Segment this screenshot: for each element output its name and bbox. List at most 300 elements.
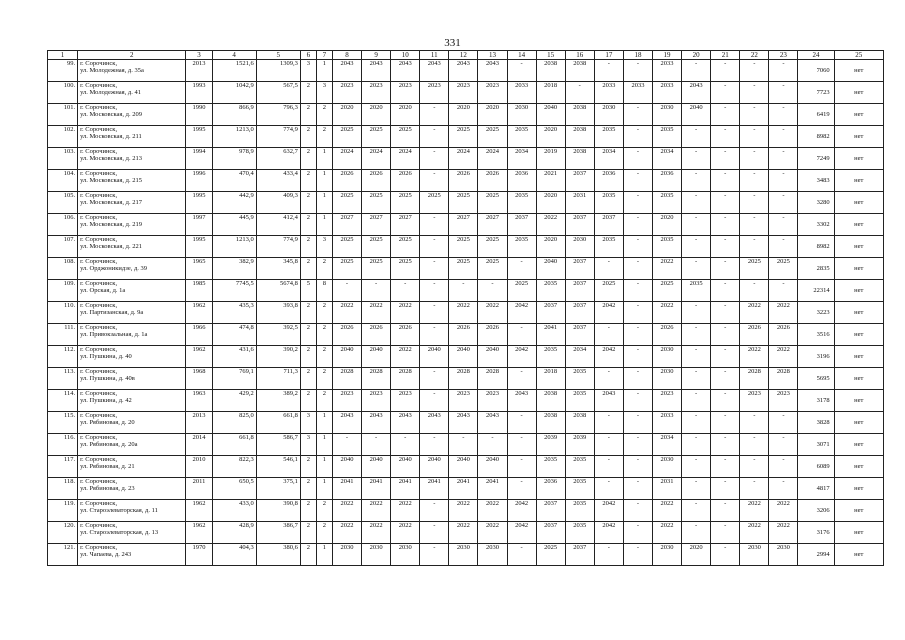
cell-col-10: 2028: [391, 368, 420, 390]
column-header-20: 20: [682, 51, 711, 60]
cell-col-7: 2: [316, 346, 332, 368]
cell-col-6: 2: [300, 104, 316, 126]
cell-col-7: 1: [316, 60, 332, 82]
cell-col-20: -: [682, 126, 711, 148]
row-number: 102.: [48, 126, 78, 148]
cell-col-17: 2034: [594, 148, 623, 170]
cell-col-15: 2038: [536, 412, 565, 434]
cell-col-4: 769,1: [212, 368, 256, 390]
cell-col-21: -: [711, 236, 740, 258]
cell-col-7: 3: [316, 236, 332, 258]
cell-col-9: 2028: [362, 368, 391, 390]
cell-col-4: 661,8: [212, 434, 256, 456]
cell-col-6: 2: [300, 214, 316, 236]
cell-col-19: 2030: [652, 346, 681, 368]
cell-col-3: 1962: [186, 346, 212, 368]
cell-col-4: 382,9: [212, 258, 256, 280]
cell-col-4: 825,0: [212, 412, 256, 434]
cell-col-4: 650,5: [212, 478, 256, 500]
cell-col-3: 1993: [186, 82, 212, 104]
cell-col-19: 2035: [652, 192, 681, 214]
cell-col-6: 2: [300, 478, 316, 500]
address-cell: [78, 148, 186, 170]
table-row: [48, 148, 884, 170]
address-city: г. Сорочинск,: [80, 302, 118, 309]
cell-col-16: 2038: [565, 60, 594, 82]
cell-col-3: 1985: [186, 280, 212, 302]
cell-col-22: -: [740, 236, 769, 258]
cell-col-13: 2022: [478, 522, 507, 544]
cell-col-19: 2033: [652, 60, 681, 82]
cell-col-5: 390,2: [256, 346, 300, 368]
cell-col-7: 2: [316, 522, 332, 544]
cell-col-16: 2035: [565, 522, 594, 544]
address-street: ул. Московская, д. 219: [80, 221, 142, 228]
cell-col-25: нет: [834, 170, 883, 192]
cell-col-19: 2022: [652, 522, 681, 544]
cell-col-11: 2041: [420, 478, 449, 500]
address-city: г. Сорочинск,: [80, 148, 118, 155]
row-number: 107.: [48, 236, 78, 258]
cell-col-4: 431,6: [212, 346, 256, 368]
cell-col-14: 2035: [507, 126, 536, 148]
cell-col-24: 3280: [798, 192, 834, 214]
cell-col-19: 2033: [652, 82, 681, 104]
cell-col-20: -: [682, 500, 711, 522]
cell-col-12: 2026: [449, 324, 478, 346]
cell-col-25: нет: [834, 346, 883, 368]
cell-col-8: 2028: [332, 368, 361, 390]
address-city: г. Сорочинск,: [80, 500, 118, 507]
table-row: [48, 368, 884, 390]
cell-col-3: 1962: [186, 522, 212, 544]
cell-col-9: 2022: [362, 302, 391, 324]
cell-col-13: 2025: [478, 258, 507, 280]
column-header-4: 4: [212, 51, 256, 60]
cell-col-18: -: [623, 368, 652, 390]
cell-col-18: -: [623, 390, 652, 412]
cell-col-22: -: [740, 434, 769, 456]
cell-col-12: 2023: [449, 82, 478, 104]
cell-col-21: -: [711, 368, 740, 390]
cell-col-23: -: [769, 170, 798, 192]
cell-col-11: -: [420, 258, 449, 280]
cell-col-24: 7060: [798, 60, 834, 82]
cell-col-7: 1: [316, 434, 332, 456]
cell-col-19: 2031: [652, 478, 681, 500]
cell-col-17: -: [594, 368, 623, 390]
column-header-22: 22: [740, 51, 769, 60]
table-row: [48, 456, 884, 478]
cell-col-7: 2: [316, 390, 332, 412]
table-row: [48, 170, 884, 192]
cell-col-23: -: [769, 82, 798, 104]
table-row: [48, 60, 884, 82]
cell-col-7: 2: [316, 258, 332, 280]
cell-col-19: 2036: [652, 170, 681, 192]
cell-col-16: 2037: [565, 170, 594, 192]
cell-col-5: 412,4: [256, 214, 300, 236]
cell-col-5: 409,3: [256, 192, 300, 214]
cell-col-10: 2025: [391, 236, 420, 258]
cell-col-25: нет: [834, 478, 883, 500]
table-row: [48, 104, 884, 126]
cell-col-17: -: [594, 544, 623, 566]
cell-col-14: -: [507, 478, 536, 500]
cell-col-4: 435,3: [212, 302, 256, 324]
cell-col-22: -: [740, 478, 769, 500]
cell-col-8: 2020: [332, 104, 361, 126]
cell-col-20: -: [682, 60, 711, 82]
cell-col-25: нет: [834, 258, 883, 280]
cell-col-17: 2025: [594, 280, 623, 302]
row-number: 101.: [48, 104, 78, 126]
cell-col-22: -: [740, 60, 769, 82]
column-header-10: 10: [391, 51, 420, 60]
address-street: ул. Орская, д. 1а: [80, 287, 126, 294]
cell-col-14: 2043: [507, 390, 536, 412]
column-header-5: 5: [256, 51, 300, 60]
cell-col-10: 2030: [391, 544, 420, 566]
cell-col-12: 2025: [449, 192, 478, 214]
cell-col-19: 2035: [652, 236, 681, 258]
cell-col-25: нет: [834, 434, 883, 456]
cell-col-16: 2038: [565, 104, 594, 126]
cell-col-25: нет: [834, 214, 883, 236]
column-header-2: 2: [78, 51, 186, 60]
table-row: [48, 214, 884, 236]
cell-col-7: 8: [316, 280, 332, 302]
cell-col-11: -: [420, 368, 449, 390]
cell-col-14: -: [507, 60, 536, 82]
cell-col-21: -: [711, 60, 740, 82]
cell-col-16: 2035: [565, 456, 594, 478]
cell-col-18: -: [623, 500, 652, 522]
cell-col-13: 2022: [478, 302, 507, 324]
cell-col-25: нет: [834, 60, 883, 82]
cell-col-11: 2023: [420, 82, 449, 104]
cell-col-17: 2037: [594, 214, 623, 236]
address-cell: [78, 126, 186, 148]
cell-col-5: 632,7: [256, 148, 300, 170]
address-street: ул. Пушкина, д. 40: [80, 353, 132, 360]
cell-col-8: 2023: [332, 390, 361, 412]
column-header-25: 25: [834, 51, 883, 60]
cell-col-16: 2038: [565, 412, 594, 434]
address-cell: [78, 302, 186, 324]
address-street: ул. Староэлеваторская, д. 11: [80, 507, 158, 514]
cell-col-4: 474,8: [212, 324, 256, 346]
address-street: ул. Московская, д. 221: [80, 243, 142, 250]
cell-col-3: 1995: [186, 192, 212, 214]
cell-col-7: 1: [316, 544, 332, 566]
cell-col-8: 2024: [332, 148, 361, 170]
cell-col-15: 2039: [536, 434, 565, 456]
cell-col-13: 2027: [478, 214, 507, 236]
address-cell: [78, 60, 186, 82]
cell-col-3: 1995: [186, 236, 212, 258]
address-cell: [78, 368, 186, 390]
cell-col-14: -: [507, 544, 536, 566]
row-number: 99.: [48, 60, 78, 82]
cell-col-25: нет: [834, 390, 883, 412]
cell-col-12: 2025: [449, 236, 478, 258]
cell-col-22: 2022: [740, 500, 769, 522]
cell-col-21: -: [711, 302, 740, 324]
cell-col-9: -: [362, 434, 391, 456]
cell-col-22: 2026: [740, 324, 769, 346]
cell-col-15: 2038: [536, 390, 565, 412]
cell-col-13: -: [478, 280, 507, 302]
cell-col-9: 2025: [362, 236, 391, 258]
cell-col-9: 2026: [362, 170, 391, 192]
cell-col-22: -: [740, 280, 769, 302]
cell-col-5: 711,3: [256, 368, 300, 390]
cell-col-10: 2022: [391, 522, 420, 544]
cell-col-25: нет: [834, 500, 883, 522]
cell-col-24: 8982: [798, 126, 834, 148]
cell-col-3: 1966: [186, 324, 212, 346]
cell-col-11: 2040: [420, 346, 449, 368]
cell-col-17: 2036: [594, 170, 623, 192]
cell-col-6: 2: [300, 82, 316, 104]
cell-col-6: 2: [300, 302, 316, 324]
cell-col-8: 2026: [332, 170, 361, 192]
cell-col-24: 2835: [798, 258, 834, 280]
cell-col-9: 2022: [362, 500, 391, 522]
cell-col-13: 2025: [478, 236, 507, 258]
cell-col-11: -: [420, 522, 449, 544]
cell-col-18: -: [623, 456, 652, 478]
cell-col-23: -: [769, 126, 798, 148]
cell-col-23: 2022: [769, 522, 798, 544]
cell-col-4: 404,3: [212, 544, 256, 566]
cell-col-7: 1: [316, 456, 332, 478]
cell-col-14: 2033: [507, 82, 536, 104]
column-header-7: 7: [316, 51, 332, 60]
cell-col-22: -: [740, 126, 769, 148]
cell-col-4: 978,9: [212, 148, 256, 170]
cell-col-3: 1996: [186, 170, 212, 192]
cell-col-7: 2: [316, 368, 332, 390]
cell-col-18: -: [623, 60, 652, 82]
cell-col-5: 390,8: [256, 500, 300, 522]
cell-col-11: -: [420, 324, 449, 346]
cell-col-10: 2022: [391, 500, 420, 522]
address-street: ул. Чапаева, д. 243: [80, 551, 132, 558]
cell-col-20: -: [682, 236, 711, 258]
row-number: 106.: [48, 214, 78, 236]
cell-col-4: 428,9: [212, 522, 256, 544]
cell-col-22: -: [740, 192, 769, 214]
row-number: 103.: [48, 148, 78, 170]
row-number: 119.: [48, 500, 78, 522]
table-row: [48, 302, 884, 324]
cell-col-4: 7745,5: [212, 280, 256, 302]
cell-col-19: 2030: [652, 544, 681, 566]
cell-col-11: -: [420, 390, 449, 412]
cell-col-17: 2042: [594, 522, 623, 544]
cell-col-3: 2013: [186, 412, 212, 434]
cell-col-25: нет: [834, 148, 883, 170]
cell-col-15: 2019: [536, 148, 565, 170]
cell-col-11: -: [420, 236, 449, 258]
address-city: г. Сорочинск,: [80, 390, 118, 397]
cell-col-6: 2: [300, 126, 316, 148]
cell-col-23: -: [769, 104, 798, 126]
cell-col-7: 2: [316, 324, 332, 346]
cell-col-11: 2040: [420, 456, 449, 478]
cell-col-9: 2027: [362, 214, 391, 236]
column-header-9: 9: [362, 51, 391, 60]
table-row: [48, 236, 884, 258]
cell-col-4: 1521,6: [212, 60, 256, 82]
cell-col-16: 2038: [565, 126, 594, 148]
cell-col-6: 2: [300, 258, 316, 280]
cell-col-5: 796,3: [256, 104, 300, 126]
cell-col-14: 2034: [507, 148, 536, 170]
cell-col-8: 2040: [332, 346, 361, 368]
cell-col-25: нет: [834, 236, 883, 258]
cell-col-23: -: [769, 412, 798, 434]
cell-col-18: -: [623, 214, 652, 236]
address-street: ул. Орджоникидзе, д. 39: [80, 265, 148, 272]
cell-col-14: 2035: [507, 236, 536, 258]
address-cell: [78, 390, 186, 412]
cell-col-9: 2040: [362, 346, 391, 368]
cell-col-8: -: [332, 280, 361, 302]
cell-col-14: -: [507, 258, 536, 280]
cell-col-6: 2: [300, 544, 316, 566]
cell-col-17: -: [594, 324, 623, 346]
cell-col-23: -: [769, 214, 798, 236]
address-street: ул. Партизанская, д. 9а: [80, 309, 144, 316]
cell-col-8: 2022: [332, 302, 361, 324]
cell-col-21: -: [711, 280, 740, 302]
address-city: г. Сорочинск,: [80, 236, 118, 243]
cell-col-18: -: [623, 412, 652, 434]
address-cell: [78, 522, 186, 544]
cell-col-11: -: [420, 302, 449, 324]
cell-col-17: 2042: [594, 500, 623, 522]
address-cell: [78, 346, 186, 368]
cell-col-9: 2024: [362, 148, 391, 170]
cell-col-24: 3483: [798, 170, 834, 192]
cell-col-21: -: [711, 170, 740, 192]
cell-col-6: 2: [300, 390, 316, 412]
cell-col-20: -: [682, 368, 711, 390]
cell-col-23: 2025: [769, 258, 798, 280]
cell-col-17: 2042: [594, 302, 623, 324]
cell-col-21: -: [711, 346, 740, 368]
cell-col-25: нет: [834, 104, 883, 126]
address-city: г. Сорочинск,: [80, 522, 118, 529]
address-city: г. Сорочинск,: [80, 280, 118, 287]
cell-col-22: -: [740, 104, 769, 126]
cell-col-9: 2026: [362, 324, 391, 346]
page-number: 331: [444, 37, 461, 49]
table-row: [48, 258, 884, 280]
cell-col-22: -: [740, 148, 769, 170]
cell-col-18: -: [623, 478, 652, 500]
cell-col-17: -: [594, 412, 623, 434]
cell-col-15: 2040: [536, 258, 565, 280]
cell-col-12: 2023: [449, 390, 478, 412]
cell-col-25: нет: [834, 280, 883, 302]
cell-col-11: -: [420, 280, 449, 302]
cell-col-15: 2037: [536, 500, 565, 522]
cell-col-8: 2022: [332, 500, 361, 522]
cell-col-11: -: [420, 148, 449, 170]
cell-col-11: -: [420, 126, 449, 148]
cell-col-19: 2022: [652, 500, 681, 522]
cell-col-25: нет: [834, 522, 883, 544]
cell-col-18: -: [623, 324, 652, 346]
cell-col-19: 2033: [652, 412, 681, 434]
cell-col-12: 2022: [449, 302, 478, 324]
cell-col-17: 2043: [594, 390, 623, 412]
cell-col-12: 2040: [449, 346, 478, 368]
cell-col-7: 3: [316, 82, 332, 104]
cell-col-4: 445,9: [212, 214, 256, 236]
row-number: 114.: [48, 390, 78, 412]
cell-col-22: 2022: [740, 302, 769, 324]
cell-col-3: 1968: [186, 368, 212, 390]
cell-col-9: 2041: [362, 478, 391, 500]
cell-col-3: 1990: [186, 104, 212, 126]
cell-col-21: -: [711, 104, 740, 126]
cell-col-14: 2042: [507, 500, 536, 522]
cell-col-16: 2037: [565, 324, 594, 346]
cell-col-14: 2042: [507, 522, 536, 544]
address-street: ул. Рябиновая, д. 21: [80, 463, 135, 470]
address-city: г. Сорочинск,: [80, 258, 118, 265]
cell-col-12: 2028: [449, 368, 478, 390]
cell-col-18: -: [623, 544, 652, 566]
cell-col-24: 3196: [798, 346, 834, 368]
cell-col-10: 2040: [391, 456, 420, 478]
cell-col-17: 2035: [594, 192, 623, 214]
cell-col-19: 2035: [652, 126, 681, 148]
row-number: 104.: [48, 170, 78, 192]
cell-col-17: 2035: [594, 236, 623, 258]
cell-col-20: 2043: [682, 82, 711, 104]
cell-col-8: 2025: [332, 126, 361, 148]
cell-col-18: -: [623, 148, 652, 170]
column-header-8: 8: [332, 51, 361, 60]
address-city: г. Сорочинск,: [80, 104, 118, 111]
table-row: [48, 478, 884, 500]
cell-col-19: 2022: [652, 302, 681, 324]
cell-col-14: 2042: [507, 346, 536, 368]
cell-col-3: 1997: [186, 214, 212, 236]
cell-col-11: -: [420, 500, 449, 522]
cell-col-9: 2043: [362, 60, 391, 82]
cell-col-9: 2023: [362, 390, 391, 412]
cell-col-3: 1962: [186, 500, 212, 522]
cell-col-12: 2040: [449, 456, 478, 478]
cell-col-10: -: [391, 280, 420, 302]
cell-col-23: -: [769, 280, 798, 302]
cell-col-16: 2030: [565, 236, 594, 258]
cell-col-9: 2020: [362, 104, 391, 126]
cell-col-16: 2037: [565, 544, 594, 566]
cell-col-3: 2013: [186, 60, 212, 82]
cell-col-6: 2: [300, 236, 316, 258]
cell-col-3: 2010: [186, 456, 212, 478]
cell-col-12: 2025: [449, 258, 478, 280]
cell-col-20: -: [682, 434, 711, 456]
